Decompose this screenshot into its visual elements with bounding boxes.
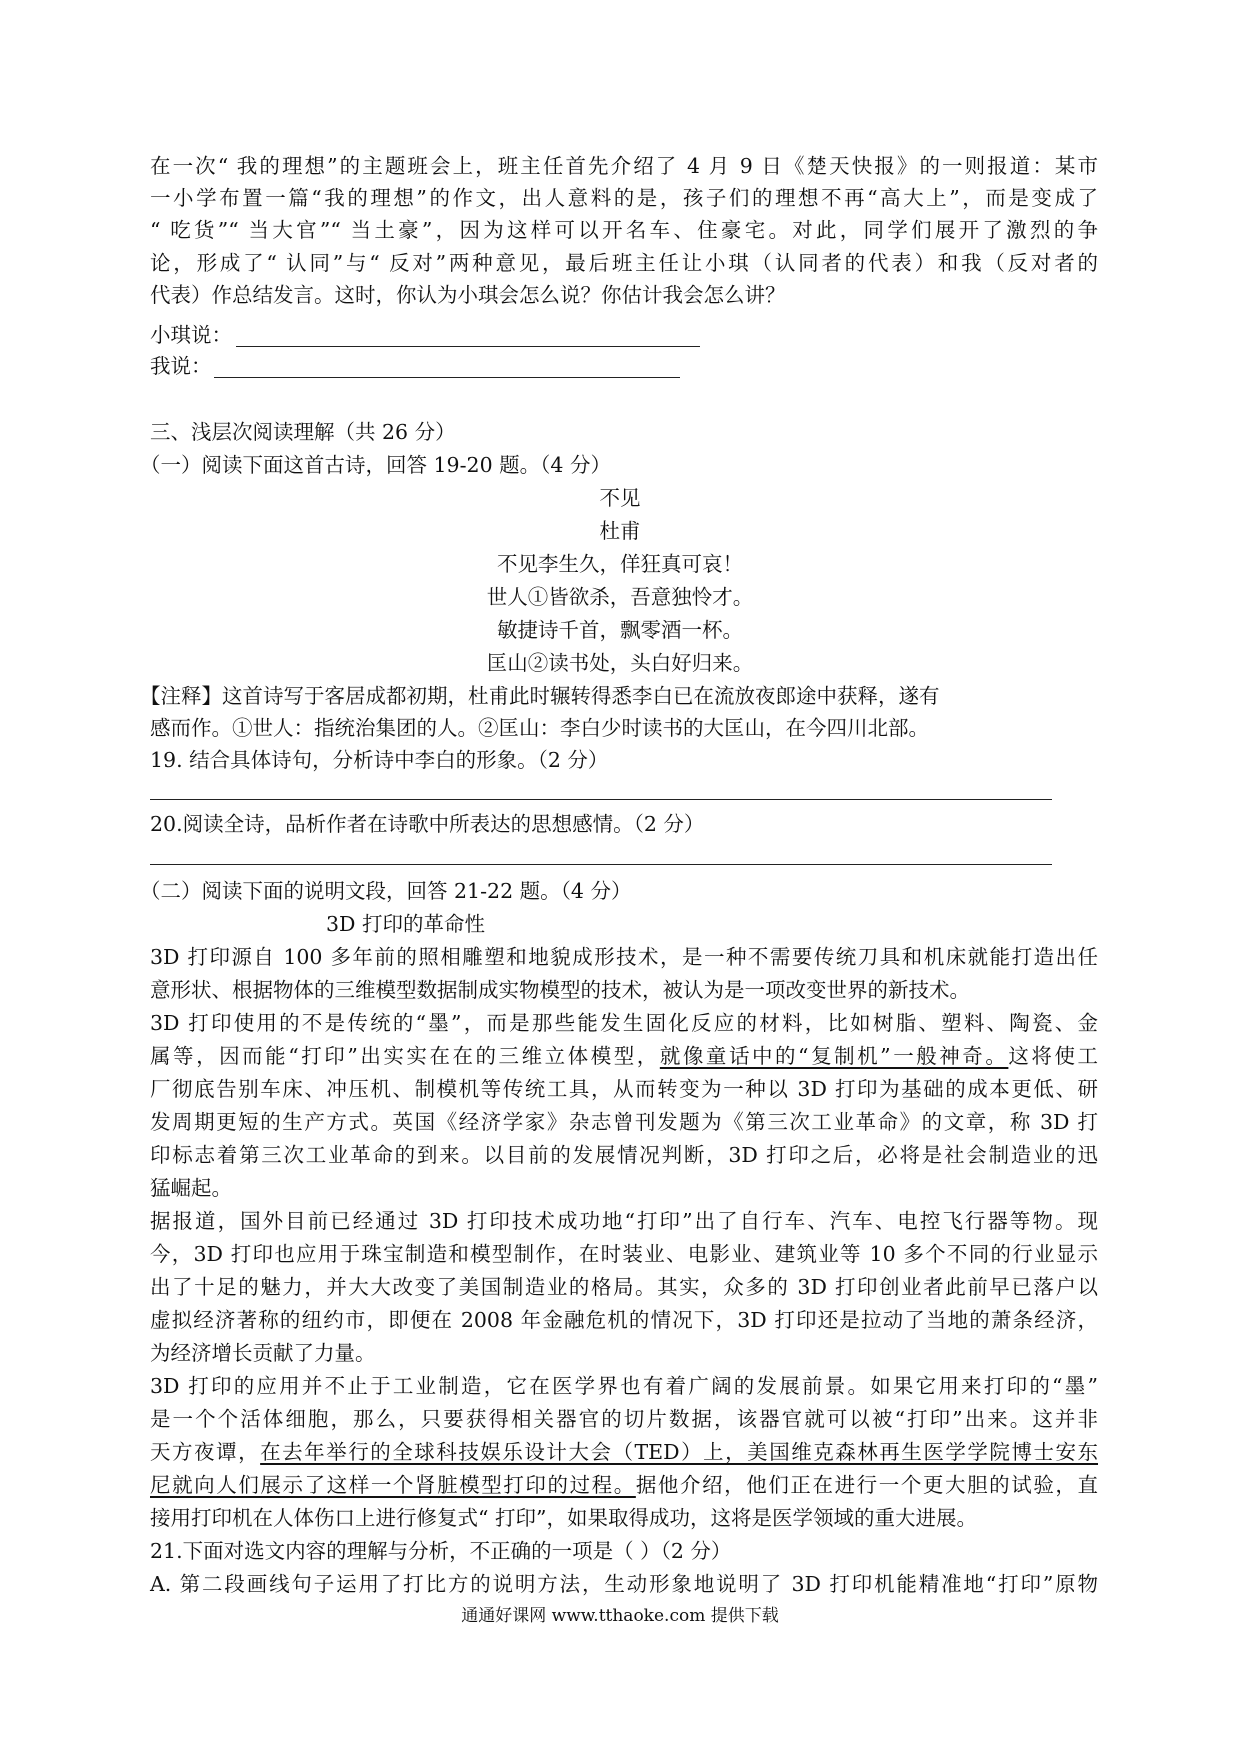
article-p3-line-2: 今，3D 打印也应用于珠宝制造和模型制作，在时装业、电影业、建筑业等 10 多个不同的行业显示	[150, 1242, 1098, 1266]
part2-heading: （二）阅读下面的说明文段，回答 21-22 题。（4 分）	[140, 879, 632, 903]
article-p2-line-2-end: 这将使工	[1008, 1044, 1099, 1068]
article-p4-line-3-start: 天方夜谭，	[150, 1440, 261, 1464]
article-p1-line-1: 3D 打印源自 100 多年前的照相雕塑和地貌成形技术，是一种不需要传统刀具和机床就能打造出任	[150, 945, 1098, 969]
poem-author: 杜甫	[599, 519, 641, 543]
intro-line-3: “ 吃货”“ 当大官”“ 当土豪”，因为这样可以开名车、住豪宅。对此，同学们展开了激烈的争	[150, 218, 1098, 242]
article-p3-line-3: 出了十足的魅力，并大大改变了美国制造业的格局。其实，众多的 3D 打印创业者此前早已落户以	[150, 1275, 1098, 1299]
intro-line-5: 代表）作总结发言。这时，你认为小琪会怎么说？你估计我会怎么讲？	[150, 283, 786, 307]
article-p4-line-1: 3D 打印的应用并不止于工业制造，它在医学界也有着广阔的发展前景。如果它用来打印的“墨”	[150, 1374, 1098, 1398]
section3-heading: 三、浅层次阅读理解（共 26 分）	[150, 420, 456, 444]
poem-title: 不见	[599, 486, 641, 510]
part1-heading: （一）阅读下面这首古诗，回答 19-20 题。（4 分）	[140, 453, 611, 477]
article-p4-line-2: 是一个个活体细胞，那么，只要获得相关器官的切片数据，该器官就可以被“打印”出来。这并非	[150, 1407, 1098, 1431]
article-p3-line-4: 虚拟经济著称的纽约市，即便在 2008 年金融危机的情况下，3D 打印还是拉动了当地的萧条经济，	[150, 1308, 1098, 1332]
article-p1-line-2: 意形状、根据物体的三维模型数据制成实物模型的技术，被认为是一项改变世界的新技术。	[150, 978, 970, 1002]
q20-answer-line[interactable]	[150, 864, 1052, 865]
article-p2-line-2	[150, 1042, 1098, 1070]
article-p4-line-4	[150, 1471, 1098, 1499]
article-p4-line-5: 接用打印机在人体伤口上进行修复式“ 打印”，如果取得成功，这将是医学领域的重大进展。	[150, 1506, 977, 1530]
poem-line-1: 不见李生久，佯狂真可哀！	[497, 552, 743, 576]
article-p2-line-6: 猛崛起。	[150, 1176, 232, 1200]
wo-answer-line[interactable]	[214, 377, 680, 378]
poem-line-3: 敏捷诗千首，飘零酒一杯。	[497, 618, 743, 642]
question-21: 21.下面对选文内容的理解与分析，不正确的一项是（ ）（2 分）	[150, 1539, 732, 1563]
intro-line-4: 论，形成了“ 认同”与“ 反对”两种意见，最后班主任让小琪（认同者的代表）和我（反对者的	[150, 251, 1098, 275]
article-p4-line-4-end: 据他介绍，他们正在进行一个更大胆的试验，直	[635, 1473, 1099, 1497]
article-p4-line-3	[150, 1438, 1098, 1466]
underlined-simile-sentence: 就像童话中的“复制机”一般神奇。	[659, 1044, 1009, 1068]
question-19: 19. 结合具体诗句，分析诗中李白的形象。（2 分）	[150, 748, 609, 772]
article-p2-line-2-start: 属等，因而能“打印”出实实在在的三维立体模型，	[150, 1044, 660, 1068]
question-20: 20.阅读全诗，品析作者在诗歌中所表达的思想感情。（2 分）	[150, 812, 705, 836]
underlined-ted-sentence-part-1: 在去年举行的全球科技娱乐设计大会（TED）上，美国维克森林再生医学学院博士安东	[260, 1440, 1099, 1464]
page-footer: 通通好课网 www.tthaoke.com 提供下载	[461, 1606, 779, 1626]
article-p2-line-3: 厂彻底告别车床、冲压机、制模机等传统工具，从而转变为一种以 3D 打印为基础的成本更低、研	[150, 1077, 1098, 1101]
wo-label: 我说：	[150, 354, 212, 378]
article-p2-line-1: 3D 打印使用的不是传统的“墨”，而是那些能发生固化反应的材料，比如树脂、塑料、陶瓷、金	[150, 1011, 1098, 1035]
article-p3-line-1: 据报道，国外目前已经通过 3D 打印技术成功地“打印”出了自行车、汽车、电控飞行器等物。现	[150, 1209, 1098, 1233]
question-21-option-a: A. 第二段画线句子运用了打比方的说明方法，生动形象地说明了 3D 打印机能精准地“打印”原物	[150, 1572, 1098, 1596]
poem-line-2: 世人①皆欲杀，吾意独怜才。	[486, 585, 754, 609]
poem-note-line-2: 感而作。①世人：指统治集团的人。②匡山：李白少时读书的大匡山，在今四川北部。	[150, 716, 929, 740]
article-p2-line-4: 发周期更短的生产方式。英国《经济学家》杂志曾刊发题为《第三次工业革命》的文章，称 3D 打	[150, 1110, 1098, 1134]
article-p3-line-5: 为经济增长贡献了力量。	[150, 1341, 376, 1365]
article-p2-line-5: 印标志着第三次工业革命的到来。以目前的发展情况判断，3D 打印之后，必将是社会制造业的迅	[150, 1143, 1098, 1167]
intro-line-2: 一小学布置一篇“我的理想”的作文，出人意料的是，孩子们的理想不再“高大上”，而是变成了	[150, 186, 1098, 210]
xiaoqi-answer-line[interactable]	[236, 346, 700, 347]
q19-answer-line[interactable]	[150, 799, 1052, 800]
poem-line-4: 匡山②读书处，头白好归来。	[486, 651, 754, 675]
underlined-ted-sentence-part-2: 尼就向人们展示了这样一个肾脏模型打印的过程。	[150, 1473, 636, 1497]
intro-line-1: 在一次“ 我的理想”的主题班会上，班主任首先介绍了 4 月 9 日《楚天快报》的一则报道：某市	[150, 154, 1098, 178]
xiaoqi-label: 小琪说：	[150, 323, 232, 347]
poem-note-line-1: 【注释】这首诗写于客居成都初期，杜甫此时辗转得悉李白已在流放夜郎途中获释，遂有	[140, 684, 940, 708]
article-title: 3D 打印的革命性	[326, 912, 485, 936]
